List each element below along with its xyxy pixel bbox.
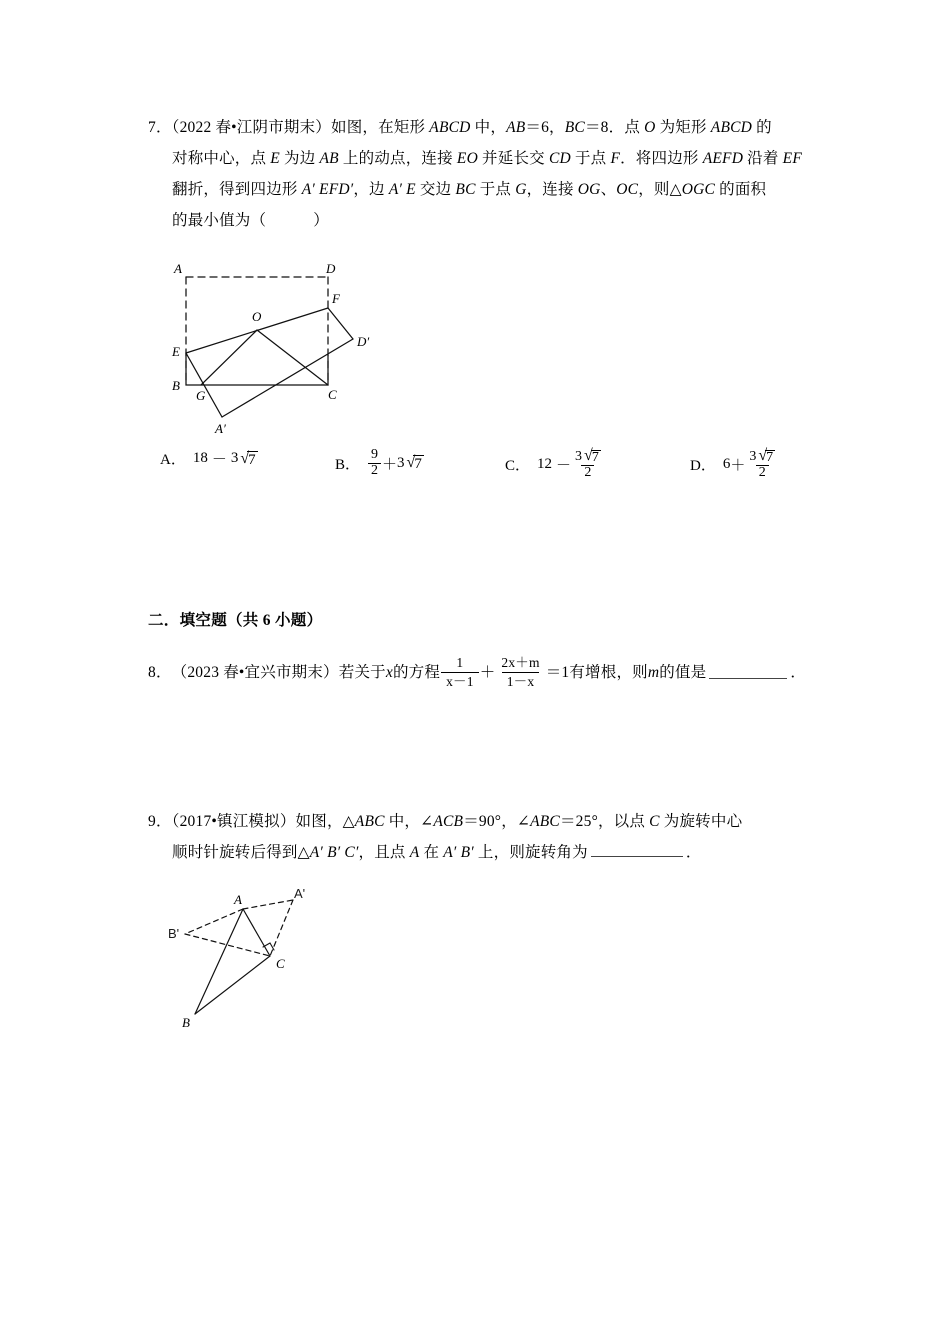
q7-l3-v1: A′ EFD′	[301, 181, 354, 198]
question-9-line-1	[148, 806, 820, 837]
choice-b-label: B．	[335, 456, 361, 473]
q7-l3-v4: G	[515, 181, 527, 198]
q9-l1-v4: C	[649, 813, 660, 830]
question-7-line-4	[148, 205, 820, 236]
q8-t3: 有增根，则	[569, 663, 648, 681]
segment-A-to-Aprime	[243, 900, 293, 909]
choice-d-radical	[756, 448, 775, 465]
figure7-label-C: C	[328, 387, 337, 402]
segment-DprimeAprime	[222, 339, 353, 417]
choice-c-op: －	[556, 457, 572, 474]
question-8	[148, 655, 820, 689]
figure9-label-A: A	[234, 892, 242, 907]
q9-l1-v1: ABC	[354, 813, 385, 830]
choice-c-radical	[582, 448, 601, 465]
segment-BprimeC	[185, 934, 270, 956]
figure7-label-D: D	[326, 261, 336, 276]
q9-l1-t3: ＝90°，∠	[463, 813, 531, 830]
choice-b-op: ＋	[382, 456, 398, 473]
figure9-label-B: B	[182, 1015, 190, 1030]
q7-l2-t4: 并延长交	[477, 150, 549, 167]
q9-l1-t2: 中，∠	[384, 813, 434, 830]
q7-l1-v3: BC	[564, 119, 585, 136]
q9-l2-t4: 上，则旋转角为	[473, 844, 588, 861]
q8-frac1-num: 1	[456, 655, 464, 670]
choice-a[interactable]	[160, 448, 258, 469]
q8-frac2-num: 2x＋m	[501, 655, 540, 670]
choice-c-den: 2	[581, 465, 594, 481]
question-9-source: （2017•镇江模拟）	[171, 813, 296, 830]
q8-v1: x	[385, 663, 393, 681]
q8-equals-one: ＝1	[545, 663, 570, 681]
q7-l2-v5: F	[610, 150, 621, 167]
rotation-triangle-diagram	[150, 886, 350, 1031]
choice-b-radicand: 7	[414, 456, 422, 473]
choice-a-op: －	[211, 452, 227, 468]
q8-fraction-2	[496, 655, 544, 689]
q8-fraction-1	[441, 655, 479, 689]
choice-a-radicand: 7	[248, 451, 256, 468]
q9-l2-t1: 顺时针旋转后得到△	[172, 844, 310, 861]
question-7-line-1	[148, 112, 820, 143]
choice-b-fraction	[368, 448, 381, 478]
question-7	[148, 112, 820, 236]
q8-period: ．	[790, 663, 807, 681]
q7-l2-t5: 于点	[570, 150, 611, 167]
q8-t2: 的方程	[392, 663, 441, 681]
q7-l2-v3: EO	[456, 150, 478, 167]
q7-l3-v2: A′ E	[388, 181, 416, 198]
figure9-label-Aprime: A'	[294, 886, 306, 901]
q9-l1-t4: ＝25°，以点	[559, 813, 650, 830]
sqrt-icon: √	[758, 447, 768, 464]
q7-l4-t1: 的最小值为（ ）	[172, 212, 330, 229]
choice-d-op: ＋	[730, 457, 746, 474]
choice-d-radicand: 7	[766, 450, 774, 465]
choice-a-radical	[238, 450, 257, 468]
choice-d-label: D．	[690, 457, 716, 474]
q7-l3-t6: 、	[600, 181, 617, 198]
q7-l3-t5: ，连接	[526, 181, 578, 198]
answer-blank-q8[interactable]	[709, 665, 787, 679]
q7-l1-t1: 如图，在矩形	[331, 119, 430, 136]
choice-c-coef: 3	[575, 449, 583, 464]
question-9-line-2	[148, 837, 820, 868]
question-7-line-2	[148, 143, 820, 174]
sqrt-icon: √	[240, 449, 250, 467]
choice-c-fraction	[572, 448, 604, 480]
q7-l3-v7: OGC	[681, 181, 716, 198]
q7-l1-t3: ＝6，	[525, 119, 565, 136]
q7-l2-v2: AB	[319, 150, 339, 167]
q8-t4: 的值是	[659, 663, 707, 681]
q9-l2-t3: 在	[419, 844, 444, 861]
q8-v3: m	[647, 663, 660, 681]
q7-l2-t7: 沿着	[743, 150, 783, 167]
question-7-line-3	[148, 174, 820, 205]
q7-l2-t6: ．将四边形	[620, 150, 703, 167]
choice-a-coef: 3	[230, 450, 239, 466]
right-angle-mark-at-C	[263, 943, 274, 950]
choice-d-fraction	[746, 448, 778, 480]
question-9	[148, 806, 820, 868]
q7-l1-t6: 的	[752, 119, 772, 136]
choice-b-radical	[405, 454, 424, 472]
segment-BC	[195, 956, 270, 1014]
q9-l1-v2: ACB	[433, 813, 464, 830]
figure7-label-B: B	[172, 378, 180, 393]
q7-l3-t8: 的面积	[715, 181, 767, 198]
figure9-label-Bprime: B'	[168, 926, 180, 941]
figure7-label-Aprime: A′	[215, 421, 226, 436]
choice-d-coef: 3	[749, 449, 757, 464]
q7-l3-t4: 于点	[475, 181, 516, 198]
segment-AprimeC	[270, 900, 293, 956]
q8-plus: ＋	[479, 663, 496, 681]
figure7-label-O: O	[252, 309, 262, 324]
q7-l1-t4: ＝8．点	[584, 119, 645, 136]
q9-l2-v3: A′ B′	[443, 844, 474, 861]
segment-FDprime	[328, 308, 353, 339]
q7-l1-t5: 为矩形	[655, 119, 711, 136]
q8-frac1-den: x－1	[441, 672, 479, 690]
choice-d-den: 2	[756, 465, 769, 481]
q8-t1: 若关于	[338, 663, 386, 681]
choice-c-whole: 12	[537, 455, 553, 472]
question-8-number: 8．	[148, 663, 172, 681]
choice-d[interactable]	[690, 448, 779, 480]
figure7-label-F: F	[332, 291, 340, 306]
q7-l2-v6: AEFD	[702, 150, 744, 167]
question-7-source: （2022 春•江阴市期末）	[171, 119, 332, 136]
choice-c-radicand: 7	[591, 450, 599, 465]
q7-l3-v5: OG	[577, 181, 601, 198]
choice-b-den: 2	[368, 463, 381, 479]
segment-OC	[257, 330, 328, 385]
segment-AB	[195, 909, 243, 1014]
choice-a-label: A．	[160, 452, 186, 468]
q7-l2-t2: 为边	[279, 150, 320, 167]
q7-l3-t2: ，边	[353, 181, 389, 198]
section-heading-fill-in-blank: 二．填空题（共 6 小题）	[148, 612, 323, 629]
q7-l2-v1: E	[270, 150, 280, 167]
figure-question-9	[150, 886, 350, 1031]
q7-l2-t1: 对称中心，点	[172, 150, 271, 167]
q9-l2-v1: A′ B′ C′	[309, 844, 359, 861]
answer-blank-q9[interactable]	[591, 843, 683, 857]
q7-l3-v6: OC	[616, 181, 639, 198]
choice-b-num: 9	[371, 447, 379, 462]
q9-l2-t2: ，且点	[358, 844, 410, 861]
sqrt-icon: √	[584, 447, 593, 464]
figure7-label-Dprime: D′	[357, 334, 370, 349]
q8-frac2-den: 1－x	[502, 672, 540, 690]
q9-l2-v2: A	[409, 844, 420, 861]
question-8-source: （2023 春•宜兴市期末）	[171, 663, 339, 681]
figure9-label-C: C	[276, 956, 285, 971]
choice-d-whole: 6	[722, 455, 731, 472]
q7-l3-t7: ，则△	[638, 181, 682, 198]
question-7-number: 7．	[148, 119, 172, 136]
segment-A-to-Bprime	[185, 909, 243, 934]
choice-b-coef: 3	[397, 454, 405, 471]
q7-l3-v3: BC	[455, 181, 476, 198]
rectangle-fold-diagram	[160, 263, 390, 438]
figure7-label-G: G	[196, 388, 206, 403]
q7-l2-t3: 上的动点，连接	[338, 150, 457, 167]
q7-l2-v7: EF	[782, 150, 802, 167]
q9-l1-t1: 如图，△	[295, 813, 355, 830]
q7-l3-t1: 翻折，得到四边形	[172, 181, 302, 198]
figure7-label-E: E	[172, 344, 180, 359]
segment-AC	[243, 909, 270, 956]
choice-c-label: C．	[505, 457, 531, 474]
q7-l1-t2: 中，	[470, 119, 507, 136]
question-8-line-1	[148, 655, 820, 689]
q9-l1-v3: ABC	[530, 813, 560, 830]
q7-l1-v4: O	[644, 119, 656, 136]
q7-l2-v4: CD	[548, 150, 571, 167]
q7-l1-v5: ABCD	[710, 119, 753, 136]
choice-c-num	[572, 448, 604, 465]
question-7-choices	[160, 438, 820, 490]
q9-l1-t5: 为旋转中心	[659, 813, 743, 830]
question-9-number: 9．	[148, 813, 172, 830]
sqrt-icon: √	[406, 454, 416, 472]
q7-l1-v2: AB	[506, 119, 526, 136]
segment-OG	[201, 330, 257, 385]
choice-c[interactable]	[505, 448, 605, 480]
q9-period: ．	[685, 844, 702, 861]
q7-l1-v1: ABCD	[429, 119, 471, 136]
choice-d-num	[746, 448, 778, 465]
figure-question-7	[160, 263, 390, 438]
choice-a-whole: 18	[192, 450, 208, 466]
q7-l3-t3: 交边	[415, 181, 456, 198]
figure7-label-A: A	[174, 261, 182, 276]
choice-b[interactable]	[335, 448, 424, 478]
